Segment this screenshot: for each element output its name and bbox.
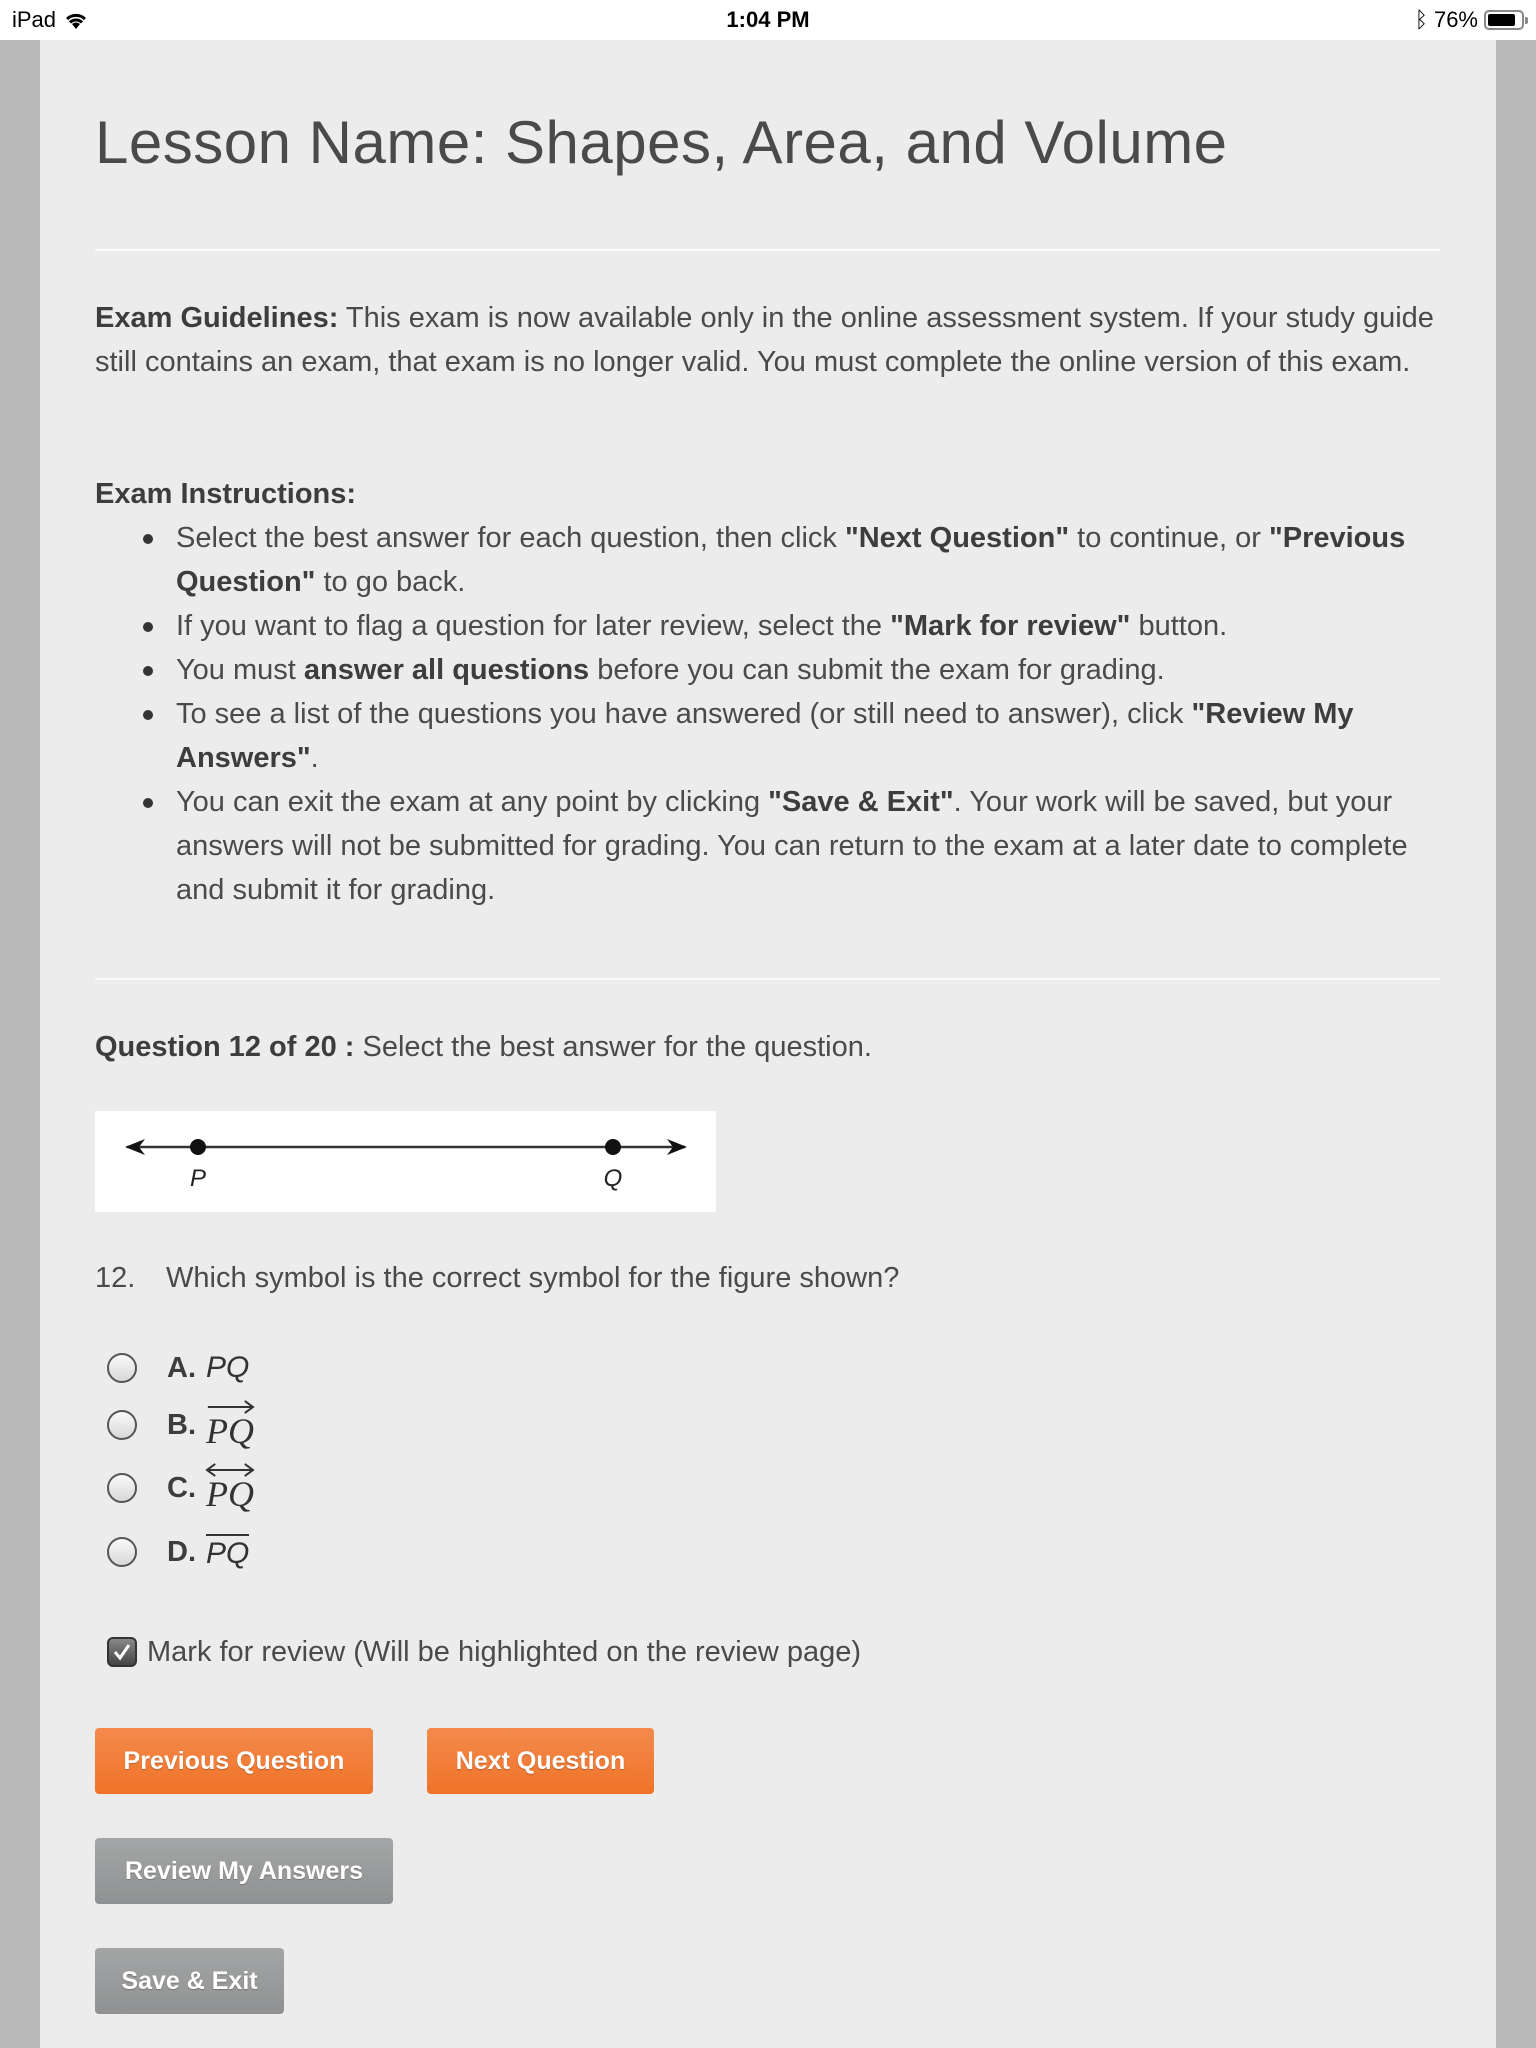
text: . Your work will be saved, but your answers will not be submitted for grading. You can return to the exam at a later date to complete and submit it for grading. [176, 786, 1408, 906]
option-d[interactable] [107, 1530, 249, 1574]
text: to go back. [315, 566, 466, 598]
question-instruction: Select the best answer for the question. [354, 1031, 872, 1063]
instruction-item [95, 648, 1445, 692]
question-text [95, 1256, 899, 1300]
save-exit-button[interactable]: Save & Exit [95, 1948, 284, 2014]
question-label: Question 12 of 20 : [95, 1031, 355, 1063]
guidelines-text: This exam is now available only in the online assessment system. If your study guide still contains an exam, that exam is no longer valid. You must complete the online version of this exam. [95, 302, 1434, 378]
checkmark-icon [112, 1642, 132, 1662]
option-b[interactable] [107, 1403, 254, 1451]
divider [95, 249, 1440, 251]
bold-text: "Review My Answers" [176, 698, 1354, 774]
point-q [605, 1139, 621, 1155]
instruction-item [95, 516, 1445, 604]
option-symbol: PQ [206, 1351, 250, 1384]
battery-percent: 76% [1433, 7, 1478, 32]
text: to continue, or [1069, 522, 1269, 554]
text: Select the best answer for each question, then click [176, 522, 845, 554]
line-figure [95, 1111, 716, 1212]
option-symbol: PQ [206, 1411, 254, 1451]
line-symbol [206, 1473, 254, 1515]
question-figure [95, 1111, 716, 1212]
label-p: P [189, 1165, 207, 1192]
option-letter: C. [167, 1471, 196, 1504]
question-number: 12. [95, 1262, 136, 1294]
previous-question-button[interactable]: Previous Question [95, 1728, 373, 1794]
ray-arrow-icon [206, 1400, 254, 1414]
instructions-list [95, 516, 1445, 912]
mark-for-review[interactable] [107, 1630, 861, 1674]
divider [95, 978, 1440, 980]
exam-guidelines [95, 296, 1445, 384]
device-label: iPad [12, 7, 57, 32]
question-header [95, 1025, 872, 1069]
radio-button[interactable] [107, 1410, 137, 1440]
radio-button[interactable] [107, 1353, 137, 1383]
option-symbol: PQ [206, 1474, 254, 1514]
status-bar [0, 0, 1536, 40]
guidelines-label: Exam Guidelines: [95, 302, 339, 334]
instruction-item [95, 692, 1445, 780]
point-p [190, 1139, 206, 1155]
radio-button[interactable] [107, 1473, 137, 1503]
label-q: Q [603, 1165, 623, 1192]
bold-text: "Previous Question" [176, 522, 1406, 598]
instructions-heading-text: Exam Instructions: [95, 478, 357, 510]
battery-icon [1484, 10, 1524, 30]
bluetooth-icon: ᛒ [1414, 7, 1428, 32]
bold-text: "Save & Exit" [768, 786, 954, 818]
option-letter: D. [167, 1535, 196, 1568]
page-title: Lesson Name: Shapes, Area, and Volume [95, 109, 1228, 176]
segment-symbol: PQ [206, 1534, 249, 1571]
text: button. [1130, 610, 1228, 642]
double-arrow-icon [206, 1463, 254, 1477]
bold-text: "Next Question" [844, 522, 1070, 554]
text: You must [176, 654, 304, 686]
clock: 1:04 PM [726, 7, 810, 32]
radio-button[interactable] [107, 1537, 137, 1567]
option-c[interactable] [107, 1466, 254, 1514]
question-prompt: Which symbol is the correct symbol for the figure shown? [166, 1262, 900, 1294]
instructions-heading [95, 472, 356, 516]
instruction-item [95, 604, 1445, 648]
text: You can exit the exam at any point by clicking [176, 786, 769, 818]
option-a[interactable] [107, 1346, 249, 1390]
mark-review-checkbox[interactable] [107, 1637, 137, 1667]
text: . [310, 742, 319, 774]
next-question-button[interactable]: Next Question [427, 1728, 654, 1794]
review-my-answers-button[interactable]: Review My Answers [95, 1838, 393, 1904]
text: To see a list of the questions you have answered (or still need to answer), click [176, 698, 1192, 730]
text: If you want to flag a question for later review, select the [176, 610, 891, 642]
option-letter: B. [167, 1408, 196, 1441]
instruction-item [95, 780, 1445, 912]
option-letter: A. [167, 1351, 196, 1384]
bold-text: "Mark for review" [890, 610, 1131, 642]
ray-symbol [206, 1410, 254, 1452]
bold-text: answer all questions [303, 654, 590, 686]
text: before you can submit the exam for grading. [589, 654, 1165, 686]
mark-review-label: Mark for review (Will be highlighted on the review page) [147, 1636, 862, 1668]
